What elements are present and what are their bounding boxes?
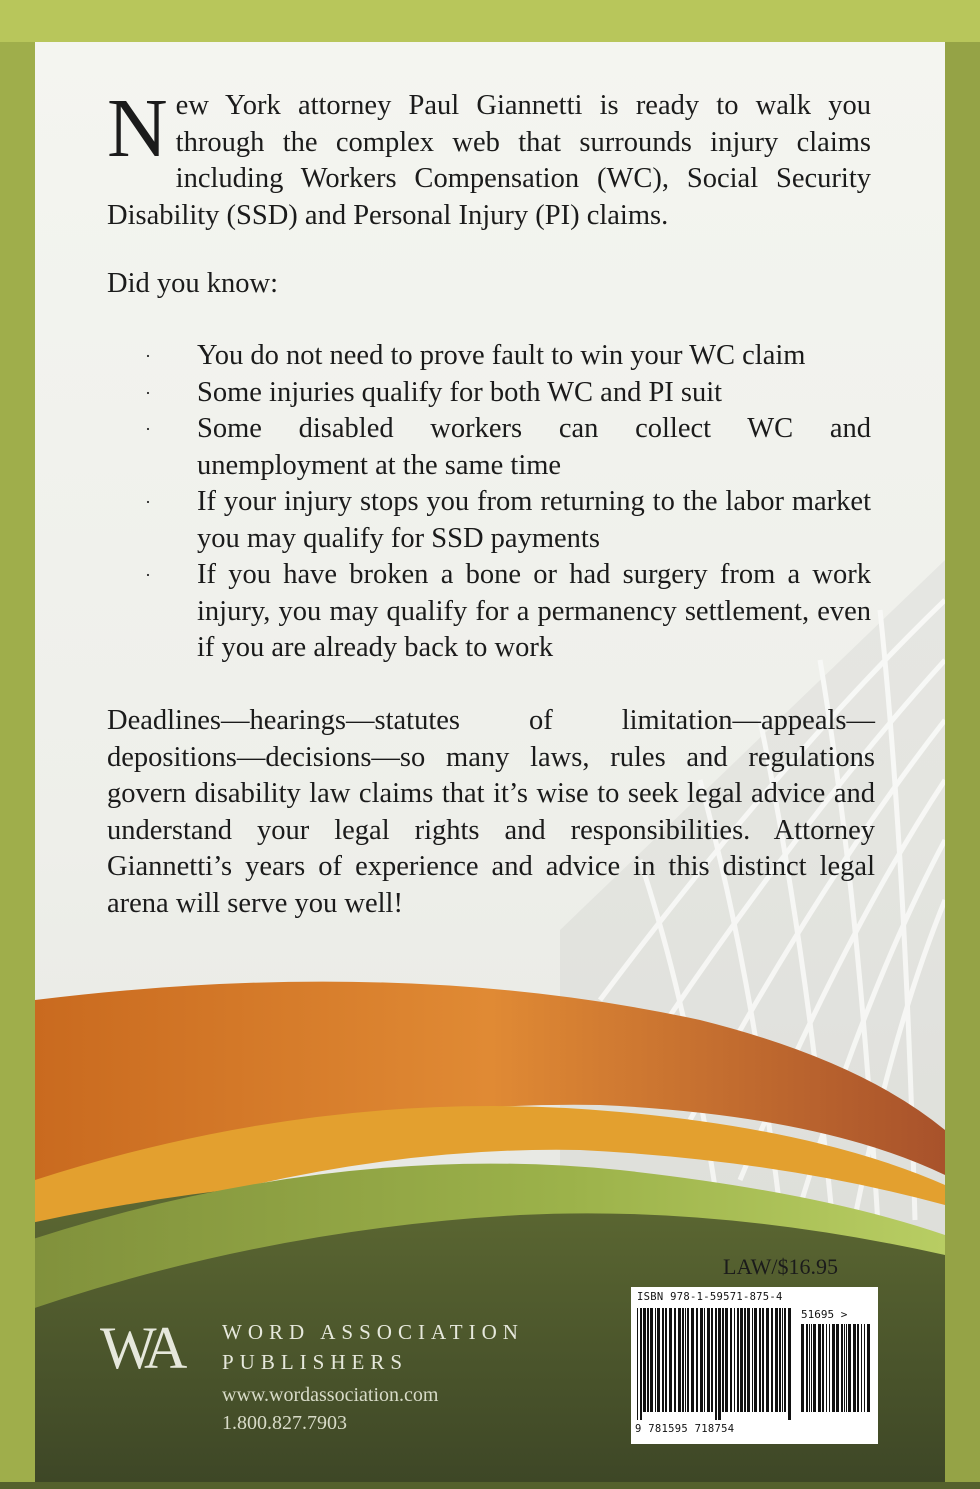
barcode-bar	[829, 1324, 830, 1412]
barcode-bar	[734, 1308, 735, 1412]
barcode-bar	[674, 1308, 676, 1412]
barcode-bar	[782, 1308, 783, 1412]
barcode-bar	[711, 1308, 713, 1412]
barcode-bar	[826, 1324, 827, 1412]
barcode-bar	[766, 1308, 769, 1412]
barcode-bar	[809, 1324, 810, 1412]
barcode-bar	[696, 1308, 698, 1412]
publisher-phone: 1.800.827.7903	[222, 1412, 347, 1434]
barcode-bar	[707, 1308, 710, 1412]
price-label: LAW/$16.95	[723, 1254, 838, 1279]
barcode-bar	[640, 1308, 642, 1420]
barcode-bar	[811, 1324, 812, 1412]
barcode-bar	[841, 1324, 843, 1412]
barcode-bar	[655, 1308, 656, 1412]
barcode-bar	[853, 1324, 856, 1412]
bullet-dot: ·	[145, 565, 151, 585]
barcode-bar	[784, 1308, 786, 1412]
barcode-bar	[685, 1308, 686, 1412]
barcode-bar	[801, 1324, 804, 1412]
addon-barcode-bars	[799, 1324, 871, 1420]
barcode-bar	[637, 1308, 638, 1420]
intro-paragraph	[107, 82, 871, 234]
bullet-dot: ·	[145, 382, 151, 403]
did-you-know-heading: Did you know:	[107, 268, 278, 299]
left-border	[0, 0, 35, 1489]
barcode-bar	[844, 1324, 845, 1412]
top-border	[0, 0, 980, 42]
barcode-bar	[846, 1324, 847, 1412]
fact-text: If you have broken a bone or had surgery from a work injury, you may qualify for a permanency settlement, even if you are already back to work	[197, 559, 871, 663]
barcode-bar	[822, 1324, 824, 1412]
isbn-digits: 9 781595 718754	[635, 1423, 735, 1435]
barcode-bar	[818, 1324, 821, 1412]
barcode-bars	[635, 1308, 795, 1420]
drop-cap: N	[107, 82, 168, 175]
bullet-dot: ·	[145, 419, 151, 439]
right-border	[945, 0, 980, 1489]
barcode-bar	[687, 1308, 689, 1412]
barcode-bar	[657, 1308, 660, 1412]
barcode-bar	[643, 1308, 646, 1412]
bullet-dot: ·	[145, 346, 151, 366]
barcode-bar	[691, 1308, 694, 1412]
intro-text: ew York attorney Paul Giannetti is ready to walk you through the complex web that surrounds injury claims including Workers Compensation (WC), Social Security Disability (SSD) and Personal Injury (PI) claims.	[107, 90, 871, 231]
bullet-dot: ·	[145, 492, 151, 512]
barcode-bar	[730, 1308, 732, 1412]
barcode-bar	[762, 1308, 764, 1412]
barcode-bar	[722, 1308, 724, 1412]
publisher-website: www.wordassociation.com	[222, 1384, 439, 1406]
barcode-bar	[775, 1308, 778, 1412]
fact-text: Some disabled workers can collect WC and unemployment at the same time	[197, 413, 871, 481]
barcode-bar	[836, 1324, 839, 1412]
price-code: 51695 >	[801, 1308, 848, 1321]
barcode-bar	[718, 1308, 721, 1420]
facts-list	[145, 338, 871, 667]
barcode-bar	[704, 1308, 705, 1412]
fact-text: If your injury stops you from returning to the labor market you may qualify for SSD payments	[197, 486, 871, 554]
publisher-subname: PUBLISHERS	[222, 1350, 409, 1374]
barcode-bar	[662, 1308, 664, 1412]
barcode-bar	[678, 1308, 681, 1412]
fact-item	[145, 411, 871, 484]
barcode-bar	[771, 1308, 773, 1412]
barcode-bar	[752, 1308, 753, 1412]
barcode-bar	[740, 1308, 743, 1412]
barcode-bar	[861, 1324, 862, 1412]
fact-item	[145, 338, 871, 375]
barcode-bar	[725, 1308, 728, 1412]
barcode-bar	[737, 1308, 739, 1412]
barcode-bar	[867, 1324, 870, 1412]
barcode-bar	[759, 1308, 761, 1412]
barcode-bar	[857, 1324, 859, 1412]
barcode-bar	[779, 1308, 781, 1412]
barcode-bar	[647, 1308, 649, 1412]
barcode-bar	[848, 1324, 851, 1412]
fact-item	[145, 484, 871, 557]
publisher-logo: WA	[100, 1315, 182, 1381]
barcode-bar	[744, 1308, 746, 1412]
barcode-bar	[715, 1308, 717, 1420]
barcode-bar	[669, 1308, 672, 1412]
bottom-border	[0, 1482, 980, 1489]
publisher-name: WORD ASSOCIATION	[222, 1320, 524, 1344]
barcode-panel	[631, 1287, 878, 1444]
barcode-bar	[806, 1324, 808, 1412]
closing-paragraph: Deadlines—hearings—statutes of limitation—appeals—depositions—decisions—so many laws, rules and regulations govern disability law claims that it’s wise to seek legal advice and understand your legal rights and responsibilities. Attorney Giannetti’s years of experience and advice in this distinct legal arena will serve you well!	[107, 705, 875, 919]
barcode-bar	[700, 1308, 703, 1412]
fact-text: You do not need to prove fault to win your WC claim	[197, 340, 806, 371]
barcode-bar	[864, 1324, 865, 1412]
isbn-text: ISBN 978-1-59571-875-4	[637, 1291, 783, 1303]
barcode-bar	[665, 1308, 667, 1412]
barcode-bar	[832, 1324, 835, 1412]
barcode-bar	[813, 1324, 816, 1412]
barcode-bar	[650, 1308, 653, 1412]
fact-item	[145, 557, 871, 667]
fact-item	[145, 375, 871, 412]
barcode-bar	[788, 1308, 791, 1420]
barcode-bar	[682, 1308, 684, 1412]
fact-text: Some injuries qualify for both WC and PI suit	[197, 376, 723, 408]
barcode-bar	[747, 1308, 750, 1412]
barcode-bar	[754, 1308, 757, 1412]
